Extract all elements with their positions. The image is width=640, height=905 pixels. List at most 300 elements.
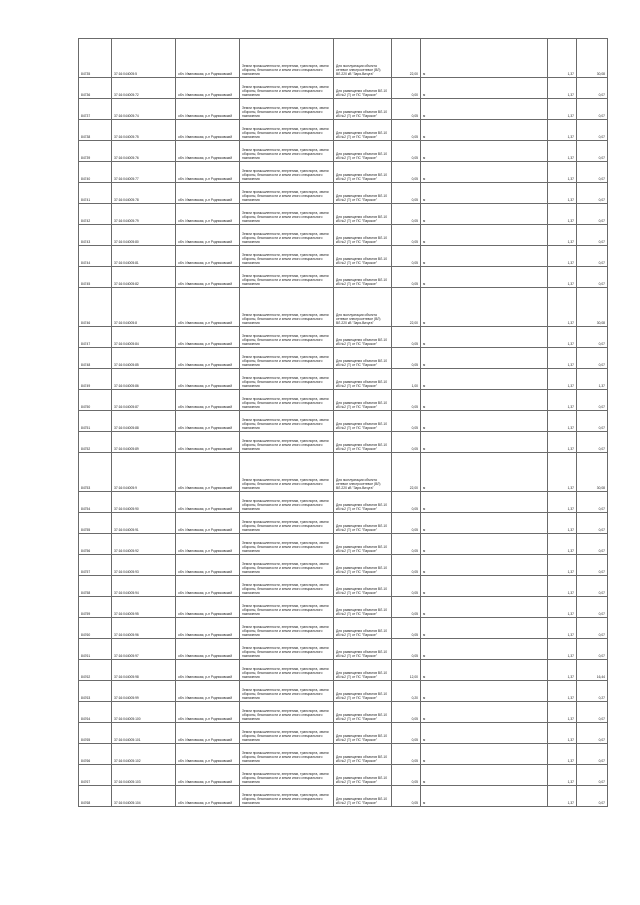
rate-cell: 1,37	[548, 246, 577, 267]
permitted-use-cell: Для размещения объектов ВЛ-10 кВ №2 (Т) от ПС "Парское"	[334, 723, 392, 744]
area-cell: 0,05	[392, 267, 421, 288]
location-cell: обл. Ивановская, р-н Родниковский	[176, 453, 240, 492]
land-category-cell: Земли промышленности, энергетики, транспорта, земли обороны, безопасности и земли иного специального назначения	[240, 597, 334, 618]
rate-cell: 1,37	[548, 723, 577, 744]
permitted-use-cell: Для размещения объектов ВЛ-10 кВ №2 (Т) от ПС "Парское"	[334, 618, 392, 639]
sum-cell: 0,07	[577, 99, 608, 120]
land-category-cell: Земли промышленности, энергетики, транспорта, земли обороны, безопасности и земли иного специального назначения	[240, 534, 334, 555]
location-cell: обл. Ивановская, р-н Родниковский	[176, 534, 240, 555]
rate-cell: 1,37	[548, 453, 577, 492]
table-row	[79, 39, 608, 78]
table-row	[79, 576, 608, 597]
location-cell: обл. Ивановская, р-н Родниковский	[176, 348, 240, 369]
cadastral-number-cell: 37:16:044005:8	[112, 288, 176, 327]
sum-cell: 0,07	[577, 576, 608, 597]
unit-cell: м	[421, 267, 548, 288]
sum-cell: 0,07	[577, 267, 608, 288]
permitted-use-cell: Для размещения объектов ВЛ-10 кВ №2 (Т) от ПС "Парское"	[334, 744, 392, 765]
cadastral-number-cell: 37:16:044005:92	[112, 534, 176, 555]
cadastral-number-cell: 37:16:044005:76	[112, 141, 176, 162]
sum-cell: 0,07	[577, 534, 608, 555]
permitted-use-cell: Для эксплуатации объекта сетевое электросетевое (ВЛ) ВЛ-220 кВ "Заря-Вичуга"	[334, 453, 392, 492]
cadastral-number-cell: 37:16:044005:91	[112, 513, 176, 534]
rate-cell: 1,37	[548, 162, 577, 183]
unit-cell: м	[421, 597, 548, 618]
location-cell: обл. Ивановская, р-н Родниковский	[176, 744, 240, 765]
location-cell: обл. Ивановская, р-н Родниковский	[176, 660, 240, 681]
row-number-cell: 84755	[79, 513, 112, 534]
table-row	[79, 744, 608, 765]
table-row	[79, 702, 608, 723]
area-cell: 0,05	[392, 639, 421, 660]
cadastral-number-cell: 37:16:044005:98	[112, 660, 176, 681]
location-cell: обл. Ивановская, р-н Родниковский	[176, 723, 240, 744]
unit-cell: м	[421, 348, 548, 369]
cadastral-number-cell: 37:16:044005:104	[112, 786, 176, 807]
land-category-cell: Земли промышленности, энергетики, транспорта, земли обороны, безопасности и земли иного специального назначения	[240, 453, 334, 492]
area-cell: 0,05	[392, 162, 421, 183]
row-number-cell: 84768	[79, 786, 112, 807]
rate-cell: 1,37	[548, 702, 577, 723]
sum-cell: 0,07	[577, 723, 608, 744]
sum-cell: 0,07	[577, 225, 608, 246]
sum-cell: 1,37	[577, 369, 608, 390]
table-row	[79, 555, 608, 576]
table-row	[79, 453, 608, 492]
location-cell: обл. Ивановская, р-н Родниковский	[176, 702, 240, 723]
permitted-use-cell: Для размещения объектов ВЛ-10 кВ №2 (Т) от ПС "Парское"	[334, 639, 392, 660]
sum-cell: 0,07	[577, 204, 608, 225]
sum-cell: 0,07	[577, 327, 608, 348]
area-cell: 0,05	[392, 618, 421, 639]
area-cell: 0,05	[392, 99, 421, 120]
table-body	[79, 39, 608, 807]
location-cell: обл. Ивановская, р-н Родниковский	[176, 390, 240, 411]
sum-cell: 0,07	[577, 744, 608, 765]
sum-cell: 16,44	[577, 660, 608, 681]
unit-cell: м	[421, 78, 548, 99]
unit-cell: м	[421, 432, 548, 453]
location-cell: обл. Ивановская, р-н Родниковский	[176, 513, 240, 534]
permitted-use-cell: Для размещения объектов ВЛ-10 кВ №2 (Т) от ПС "Парское"	[334, 390, 392, 411]
land-category-cell: Земли промышленности, энергетики, транспорта, земли обороны, безопасности и земли иного специального назначения	[240, 576, 334, 597]
land-category-cell: Земли промышленности, энергетики, транспорта, земли обороны, безопасности и земли иного специального назначения	[240, 183, 334, 204]
area-cell: 0,05	[392, 327, 421, 348]
permitted-use-cell: Для размещения объектов ВЛ-10 кВ №2 (Т) от ПС "Парское"	[334, 660, 392, 681]
land-category-cell: Земли промышленности, энергетики, транспорта, земли обороны, безопасности и земли иного специального назначения	[240, 99, 334, 120]
land-category-cell: Земли промышленности, энергетики, транспорта, земли обороны, безопасности и земли иного специального назначения	[240, 39, 334, 78]
area-cell: 0,05	[392, 513, 421, 534]
unit-cell: м	[421, 681, 548, 702]
rate-cell: 1,37	[548, 204, 577, 225]
rate-cell: 1,37	[548, 267, 577, 288]
location-cell: обл. Ивановская, р-н Родниковский	[176, 432, 240, 453]
land-category-cell: Земли промышленности, энергетики, транспорта, земли обороны, безопасности и земли иного специального назначения	[240, 723, 334, 744]
table-row	[79, 327, 608, 348]
rate-cell: 1,37	[548, 348, 577, 369]
cadastral-number-cell: 37:16:044005:96	[112, 618, 176, 639]
unit-cell: м	[421, 660, 548, 681]
cadastral-number-cell: 37:16:044005:99	[112, 681, 176, 702]
row-number-cell: 84757	[79, 555, 112, 576]
row-number-cell: 84744	[79, 246, 112, 267]
unit-cell: м	[421, 327, 548, 348]
sum-cell: 0,07	[577, 639, 608, 660]
land-plot-table	[78, 38, 608, 807]
location-cell: обл. Ивановская, р-н Родниковский	[176, 225, 240, 246]
rate-cell: 1,37	[548, 534, 577, 555]
table-row	[79, 513, 608, 534]
cadastral-number-cell: 37:16:044005:88	[112, 411, 176, 432]
unit-cell: м	[421, 576, 548, 597]
unit-cell: м	[421, 162, 548, 183]
row-number-cell: 84747	[79, 327, 112, 348]
table-row	[79, 411, 608, 432]
permitted-use-cell: Для размещения объектов ВЛ-10 кВ №2 (Т) от ПС "Парское"	[334, 183, 392, 204]
row-number-cell: 84748	[79, 348, 112, 369]
unit-cell: м	[421, 723, 548, 744]
sum-cell: 0,07	[577, 246, 608, 267]
row-number-cell: 84765	[79, 723, 112, 744]
permitted-use-cell: Для размещения объектов ВЛ-10 кВ №2 (Т) от ПС "Парское"	[334, 348, 392, 369]
land-category-cell: Земли промышленности, энергетики, транспорта, земли обороны, безопасности и земли иного специального назначения	[240, 78, 334, 99]
unit-cell: м	[421, 246, 548, 267]
area-cell: 1,00	[392, 369, 421, 390]
sum-cell: 30,08	[577, 453, 608, 492]
row-number-cell: 84756	[79, 534, 112, 555]
land-category-cell: Земли промышленности, энергетики, транспорта, земли обороны, безопасности и земли иного специального назначения	[240, 492, 334, 513]
row-number-cell: 84767	[79, 765, 112, 786]
land-category-cell: Земли промышленности, энергетики, транспорта, земли обороны, безопасности и земли иного специального назначения	[240, 204, 334, 225]
table-row	[79, 141, 608, 162]
unit-cell: м	[421, 183, 548, 204]
location-cell: обл. Ивановская, р-н Родниковский	[176, 162, 240, 183]
permitted-use-cell: Для размещения объектов ВЛ-10 кВ №2 (Т) от ПС "Парское"	[334, 120, 392, 141]
rate-cell: 1,37	[548, 597, 577, 618]
table-row	[79, 78, 608, 99]
cadastral-number-cell: 37:16:044005:97	[112, 639, 176, 660]
rate-cell: 1,37	[548, 39, 577, 78]
rate-cell: 1,37	[548, 78, 577, 99]
land-category-cell: Земли промышленности, энергетики, транспорта, земли обороны, безопасности и земли иного специального назначения	[240, 432, 334, 453]
permitted-use-cell: Для размещения объектов ВЛ-10 кВ №2 (Т) от ПС "Парское"	[334, 765, 392, 786]
table-row	[79, 681, 608, 702]
row-number-cell: 84745	[79, 267, 112, 288]
area-cell: 0,05	[392, 765, 421, 786]
table-row	[79, 369, 608, 390]
area-cell: 0,05	[392, 141, 421, 162]
rate-cell: 1,37	[548, 99, 577, 120]
table-row	[79, 765, 608, 786]
sum-cell: 0,07	[577, 120, 608, 141]
row-number-cell: 84736	[79, 78, 112, 99]
rate-cell: 1,37	[548, 327, 577, 348]
area-cell: 22,00	[392, 453, 421, 492]
area-cell: 22,00	[392, 39, 421, 78]
table-row	[79, 432, 608, 453]
row-number-cell: 84758	[79, 576, 112, 597]
unit-cell: м	[421, 120, 548, 141]
rate-cell: 1,37	[548, 183, 577, 204]
rate-cell: 1,37	[548, 660, 577, 681]
table-row	[79, 723, 608, 744]
table-row	[79, 786, 608, 807]
permitted-use-cell: Для размещения объектов ВЛ-10 кВ №2 (Т) от ПС "Парское"	[334, 702, 392, 723]
land-category-cell: Земли промышленности, энергетики, транспорта, земли обороны, безопасности и земли иного специального назначения	[240, 369, 334, 390]
location-cell: обл. Ивановская, р-н Родниковский	[176, 765, 240, 786]
row-number-cell: 84764	[79, 702, 112, 723]
location-cell: обл. Ивановская, р-н Родниковский	[176, 681, 240, 702]
land-category-cell: Земли промышленности, энергетики, транспорта, земли обороны, безопасности и земли иного специального назначения	[240, 681, 334, 702]
area-cell: 0,05	[392, 492, 421, 513]
permitted-use-cell: Для размещения объектов ВЛ-10 кВ №2 (Т) от ПС "Парское"	[334, 513, 392, 534]
location-cell: обл. Ивановская, р-н Родниковский	[176, 327, 240, 348]
land-category-cell: Земли промышленности, энергетики, транспорта, земли обороны, безопасности и земли иного специального назначения	[240, 327, 334, 348]
sum-cell: 30,08	[577, 288, 608, 327]
table-row	[79, 348, 608, 369]
table-row	[79, 288, 608, 327]
unit-cell: м	[421, 702, 548, 723]
unit-cell: м	[421, 204, 548, 225]
permitted-use-cell: Для размещения объектов ВЛ-10 кВ №2 (Т) от ПС "Парское"	[334, 492, 392, 513]
table-row	[79, 267, 608, 288]
row-number-cell: 84743	[79, 225, 112, 246]
row-number-cell: 84762	[79, 660, 112, 681]
cadastral-number-cell: 37:16:044005:75	[112, 120, 176, 141]
cadastral-number-cell: 37:16:044005:89	[112, 432, 176, 453]
land-category-cell: Земли промышленности, энергетики, транспорта, земли обороны, безопасности и земли иного специального назначения	[240, 639, 334, 660]
row-number-cell: 84737	[79, 99, 112, 120]
sum-cell: 30,08	[577, 39, 608, 78]
permitted-use-cell: Для размещения объектов ВЛ-10 кВ №2 (Т) от ПС "Парское"	[334, 267, 392, 288]
permitted-use-cell: Для размещения объектов ВЛ-10 кВ №2 (Т) от ПС "Парское"	[334, 225, 392, 246]
cadastral-number-cell: 37:16:044005:81	[112, 246, 176, 267]
sum-cell: 0,07	[577, 597, 608, 618]
row-number-cell: 84763	[79, 681, 112, 702]
cadastral-number-cell: 37:16:044005:101	[112, 723, 176, 744]
cadastral-number-cell: 37:16:044005:82	[112, 267, 176, 288]
permitted-use-cell: Для размещения объектов ВЛ-10 кВ №2 (Т) от ПС "Парское"	[334, 681, 392, 702]
cadastral-number-cell: 37:16:044005:85	[112, 348, 176, 369]
cadastral-number-cell: 37:16:044005:5	[112, 39, 176, 78]
cadastral-number-cell: 37:16:044005:80	[112, 225, 176, 246]
cadastral-number-cell: 37:16:044005:72	[112, 78, 176, 99]
permitted-use-cell: Для размещения объектов ВЛ-10 кВ №2 (Т) от ПС "Парское"	[334, 786, 392, 807]
rate-cell: 1,37	[548, 618, 577, 639]
row-number-cell: 84739	[79, 141, 112, 162]
area-cell: 0,05	[392, 246, 421, 267]
permitted-use-cell: Для эксплуатации объекта сетевое электросетевое (ВЛ) ВЛ-220 кВ "Заря-Вичуга"	[334, 39, 392, 78]
row-number-cell: 84735	[79, 39, 112, 78]
unit-cell: м	[421, 555, 548, 576]
land-category-cell: Земли промышленности, энергетики, транспорта, земли обороны, безопасности и земли иного специального назначения	[240, 786, 334, 807]
rate-cell: 1,37	[548, 513, 577, 534]
land-category-cell: Земли промышленности, энергетики, транспорта, земли обороны, безопасности и земли иного специального назначения	[240, 660, 334, 681]
cadastral-number-cell: 37:16:044005:100	[112, 702, 176, 723]
sum-cell: 0,07	[577, 348, 608, 369]
area-cell: 0,00	[392, 78, 421, 99]
permitted-use-cell: Для размещения объектов ВЛ-10 кВ №2 (Т) от ПС "Парское"	[334, 246, 392, 267]
location-cell: обл. Ивановская, р-н Родниковский	[176, 141, 240, 162]
area-cell: 0,05	[392, 432, 421, 453]
cadastral-number-cell: 37:16:044005:102	[112, 744, 176, 765]
table-row	[79, 534, 608, 555]
area-cell: 0,05	[392, 576, 421, 597]
land-category-cell: Земли промышленности, энергетики, транспорта, земли обороны, безопасности и земли иного специального назначения	[240, 744, 334, 765]
table-row	[79, 225, 608, 246]
land-category-cell: Земли промышленности, энергетики, транспорта, земли обороны, безопасности и земли иного специального назначения	[240, 765, 334, 786]
land-category-cell: Земли промышленности, энергетики, транспорта, земли обороны, безопасности и земли иного специального назначения	[240, 348, 334, 369]
row-number-cell: 84754	[79, 492, 112, 513]
sum-cell: 0,27	[577, 681, 608, 702]
location-cell: обл. Ивановская, р-н Родниковский	[176, 618, 240, 639]
area-cell: 0,05	[392, 183, 421, 204]
area-cell: 0,05	[392, 225, 421, 246]
sum-cell: 0,07	[577, 411, 608, 432]
row-number-cell: 84752	[79, 432, 112, 453]
permitted-use-cell: Для размещения объектов ВЛ-10 кВ №2 (Т) от ПС "Парское"	[334, 78, 392, 99]
unit-cell: м	[421, 744, 548, 765]
area-cell: 0,05	[392, 723, 421, 744]
unit-cell: м	[421, 453, 548, 492]
unit-cell: м	[421, 39, 548, 78]
area-cell: 0,05	[392, 348, 421, 369]
area-cell: 0,05	[392, 555, 421, 576]
row-number-cell: 84753	[79, 453, 112, 492]
area-cell: 0,05	[392, 702, 421, 723]
area-cell: 0,05	[392, 786, 421, 807]
permitted-use-cell: Для размещения объектов ВЛ-10 кВ №2 (Т) от ПС "Парское"	[334, 555, 392, 576]
table-row	[79, 99, 608, 120]
land-category-cell: Земли промышленности, энергетики, транспорта, земли обороны, безопасности и земли иного специального назначения	[240, 120, 334, 141]
row-number-cell: 84749	[79, 369, 112, 390]
sum-cell: 0,07	[577, 78, 608, 99]
unit-cell: м	[421, 513, 548, 534]
location-cell: обл. Ивановская, р-н Родниковский	[176, 288, 240, 327]
location-cell: обл. Ивановская, р-н Родниковский	[176, 786, 240, 807]
location-cell: обл. Ивановская, р-н Родниковский	[176, 39, 240, 78]
unit-cell: м	[421, 639, 548, 660]
area-cell: 0,05	[392, 597, 421, 618]
row-number-cell: 84750	[79, 390, 112, 411]
permitted-use-cell: Для размещения объектов ВЛ-10 кВ №2 (Т) от ПС "Парское"	[334, 204, 392, 225]
cadastral-number-cell: 37:16:044005:9	[112, 453, 176, 492]
area-cell: 22,00	[392, 288, 421, 327]
permitted-use-cell: Для размещения объектов ВЛ-10 кВ №2 (Т) от ПС "Парское"	[334, 597, 392, 618]
rate-cell: 1,37	[548, 369, 577, 390]
unit-cell: м	[421, 369, 548, 390]
sum-cell: 0,07	[577, 555, 608, 576]
location-cell: обл. Ивановская, р-н Родниковский	[176, 639, 240, 660]
land-category-cell: Земли промышленности, энергетики, транспорта, земли обороны, безопасности и земли иного специального назначения	[240, 411, 334, 432]
table-row	[79, 618, 608, 639]
sum-cell: 0,07	[577, 513, 608, 534]
sum-cell: 0,07	[577, 141, 608, 162]
land-category-cell: Земли промышленности, энергетики, транспорта, земли обороны, безопасности и земли иного специального назначения	[240, 555, 334, 576]
unit-cell: м	[421, 618, 548, 639]
table-row	[79, 162, 608, 183]
row-number-cell: 84751	[79, 411, 112, 432]
permitted-use-cell: Для размещения объектов ВЛ-10 кВ №2 (Т) от ПС "Парское"	[334, 327, 392, 348]
permitted-use-cell: Для размещения объектов ВЛ-10 кВ №2 (Т) от ПС "Парское"	[334, 99, 392, 120]
unit-cell: м	[421, 99, 548, 120]
permitted-use-cell: Для размещения объектов ВЛ-10 кВ №2 (Т) от ПС "Парское"	[334, 369, 392, 390]
location-cell: обл. Ивановская, р-н Родниковский	[176, 597, 240, 618]
row-number-cell: 84740	[79, 162, 112, 183]
area-cell: 0,20	[392, 681, 421, 702]
table-row	[79, 204, 608, 225]
cadastral-number-cell: 37:16:044005:94	[112, 576, 176, 597]
rate-cell: 1,37	[548, 492, 577, 513]
permitted-use-cell: Для размещения объектов ВЛ-10 кВ №2 (Т) от ПС "Парское"	[334, 411, 392, 432]
cadastral-number-cell: 37:16:044005:79	[112, 204, 176, 225]
row-number-cell: 84738	[79, 120, 112, 141]
land-category-cell: Земли промышленности, энергетики, транспорта, земли обороны, безопасности и земли иного специального назначения	[240, 702, 334, 723]
location-cell: обл. Ивановская, р-н Родниковский	[176, 492, 240, 513]
rate-cell: 1,37	[548, 288, 577, 327]
cadastral-number-cell: 37:16:044005:86	[112, 369, 176, 390]
sum-cell: 0,07	[577, 390, 608, 411]
location-cell: обл. Ивановская, р-н Родниковский	[176, 78, 240, 99]
land-category-cell: Земли промышленности, энергетики, транспорта, земли обороны, безопасности и земли иного специального назначения	[240, 162, 334, 183]
row-number-cell: 84759	[79, 597, 112, 618]
permitted-use-cell: Для размещения объектов ВЛ-10 кВ №2 (Т) от ПС "Парское"	[334, 576, 392, 597]
row-number-cell: 84742	[79, 204, 112, 225]
rate-cell: 1,37	[548, 390, 577, 411]
sum-cell: 0,07	[577, 702, 608, 723]
table-row	[79, 246, 608, 267]
permitted-use-cell: Для размещения объектов ВЛ-10 кВ №2 (Т) от ПС "Парское"	[334, 534, 392, 555]
unit-cell: м	[421, 411, 548, 432]
table-row	[79, 120, 608, 141]
table-row	[79, 183, 608, 204]
location-cell: обл. Ивановская, р-н Родниковский	[176, 576, 240, 597]
land-category-cell: Земли промышленности, энергетики, транспорта, земли обороны, безопасности и земли иного специального назначения	[240, 288, 334, 327]
row-number-cell: 84761	[79, 639, 112, 660]
unit-cell: м	[421, 225, 548, 246]
permitted-use-cell: Для эксплуатации объекта сетевое электросетевое (ВЛ) ВЛ-220 кВ "Заря-Вичуга"	[334, 288, 392, 327]
sum-cell: 0,07	[577, 765, 608, 786]
location-cell: обл. Ивановская, р-н Родниковский	[176, 267, 240, 288]
unit-cell: м	[421, 786, 548, 807]
rate-cell: 1,37	[548, 786, 577, 807]
cadastral-number-cell: 37:16:044005:93	[112, 555, 176, 576]
sum-cell: 0,07	[577, 432, 608, 453]
unit-cell: м	[421, 141, 548, 162]
location-cell: обл. Ивановская, р-н Родниковский	[176, 99, 240, 120]
land-category-cell: Земли промышленности, энергетики, транспорта, земли обороны, безопасности и земли иного специального назначения	[240, 267, 334, 288]
cadastral-number-cell: 37:16:044005:77	[112, 162, 176, 183]
permitted-use-cell: Для размещения объектов ВЛ-10 кВ №2 (Т) от ПС "Парское"	[334, 141, 392, 162]
permitted-use-cell: Для размещения объектов ВЛ-10 кВ №2 (Т) от ПС "Парское"	[334, 162, 392, 183]
cadastral-number-cell: 37:16:044005:87	[112, 390, 176, 411]
area-cell: 0,05	[392, 411, 421, 432]
table-row	[79, 390, 608, 411]
land-category-cell: Земли промышленности, энергетики, транспорта, земли обороны, безопасности и земли иного специального назначения	[240, 225, 334, 246]
land-category-cell: Земли промышленности, энергетики, транспорта, земли обороны, безопасности и земли иного специального назначения	[240, 513, 334, 534]
rate-cell: 1,37	[548, 141, 577, 162]
location-cell: обл. Ивановская, р-н Родниковский	[176, 555, 240, 576]
rate-cell: 1,37	[548, 639, 577, 660]
table-row	[79, 660, 608, 681]
sum-cell: 0,07	[577, 492, 608, 513]
row-number-cell: 84741	[79, 183, 112, 204]
sum-cell: 0,07	[577, 183, 608, 204]
area-cell: 0,05	[392, 744, 421, 765]
unit-cell: м	[421, 765, 548, 786]
rate-cell: 1,37	[548, 120, 577, 141]
table-row	[79, 492, 608, 513]
